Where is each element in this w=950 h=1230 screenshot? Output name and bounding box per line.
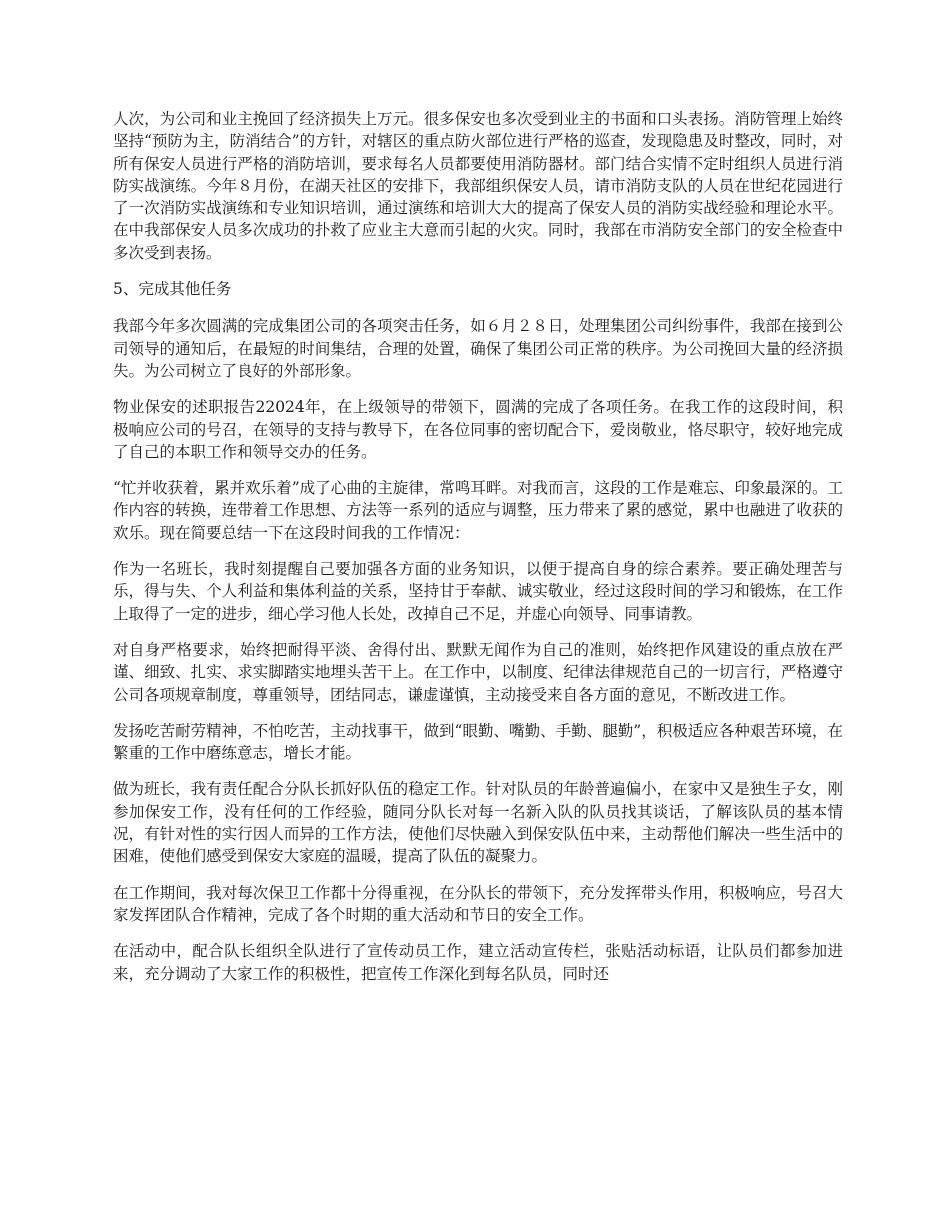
section-heading-other-tasks: 5、完成其他任务 xyxy=(113,280,232,299)
paragraph-fire-safety: 人次，为公司和业主挽回了经济损失上万元。很多保安也多次受到业主的书面和口头表扬。消防管理上始终坚持“预防为主，防消结合”的方针，对辖区的重点防火部位进行严格的巡查，发现隐患及时整改，同时，对所有保安人员进行严格的消防培训，要求每名人员都要使用消防器材。部门结合实情不定时组织人员进行消防实战演练。今年８月份，在湖天社区的安排下，我部组织保安人员，请市消防支队的人员在世纪花园进行了一次消防实战演练和专业知识培训，通过演练和培训大大的提高了保安人员的消防实战经验和理论水平。在中我部保安人员多次成功的扑救了应业主大意而引起的火灾。同时，我部在市消防安全部门的安全检查中多次受到表扬。 xyxy=(113,110,843,262)
paragraph-team-leader: 作为一名班长，我时刻提醒自己要加强各方面的业务知识，以便于提高自身的综合素养。要正确处理苦与乐，得与失、个人利益和集体利益的关系，坚持甘于奉献、诚实敬业，经过这段时间的学习和锻炼，在工作上取得了一定的进步，细心学习他人长处，改掉自己不足，并虚心向领导、同事请教。 xyxy=(113,560,843,623)
paragraph-hard-work: 发扬吃苦耐劳精神，不怕吃苦，主动找事干，做到“眼勤、嘴勤、手勤、腿勤”，积极适应各种艰苦环境，在繁重的工作中磨练意志，增长才能。 xyxy=(113,721,843,763)
paragraph-self-discipline: 对自身严格要求，始终把耐得平淡、舍得付出、默默无闻作为自己的准则，始终把作风建设的重点放在严谨、细致、扎实、求实脚踏实地埋头苦干上。在工作中，以制度、纪律法律规范自己的一切言行，严格遵守公司各项规章制度，尊重领导，团结同志，谦虚谨慎，主动接受来自各方面的意见，不断改进工作。 xyxy=(113,640,843,704)
paragraph-activities: 在活动中，配合队长组织全队进行了宣传动员工作，建立活动宣传栏，张贴活动标语，让队员们都参加进来，充分调动了大家工作的积极性，把宣传工作深化到每名队员，同时还 xyxy=(113,942,843,983)
paragraph-report-intro: 物业保安的述职报告22024年，在上级领导的带领下，圆满的完成了各项任务。在我工作的这段时间，积极响应公司的号召，在领导的支持与教导下，在各位同事的密切配合下，爱岗敬业，恪尽职守，较好地完成了自己的本职工作和领导交办的任务。 xyxy=(113,398,843,461)
paragraph-busy-and-happy: “忙并收获着，累并欢乐着”成了心曲的主旋律，常鸣耳畔。对我而言，这段的工作是难忘、印象最深的。工作内容的转换，连带着工作思想、方法等一系列的适应与调整，压力带来了累的感觉，累中也融进了收获的欢乐。现在简要总结一下在这段时间我的工作情况： xyxy=(113,479,843,542)
paragraph-security-work: 在工作期间，我对每次保卫工作都十分得重视，在分队长的带领下，充分发挥带头作用，积极响应，号召大家发挥团队合作精神，完成了各个时期的重大活动和节日的安全工作。 xyxy=(113,883,843,924)
document-page xyxy=(113,108,843,999)
paragraph-team-stability: 做为班长，我有责任配合分队长抓好队伍的稳定工作。针对队员的年龄普遍偏小，在家中又是独生子女，刚参加保安工作，没有任何的工作经验，随同分队长对每一名新入队的队员找其谈话，了解该队员的基本情况，有针对性的实行因人而异的工作方法，使他们尽快融入到保安队伍中来，主动帮他们解决一些生活中的困难，使他们感受到保安大家庭的温暖，提高了队伍的凝聚力。 xyxy=(113,780,843,866)
paragraph-special-tasks: 我部今年多次圆满的完成集团公司的各项突击任务，如６月２８日，处理集团公司纠纷事件，我部在接到公司领导的通知后，在最短的时间集结，合理的处置，确保了集团公司正常的秩序。为公司挽回大量的经济损失。为公司树立了良好的外部形象。 xyxy=(113,317,843,380)
